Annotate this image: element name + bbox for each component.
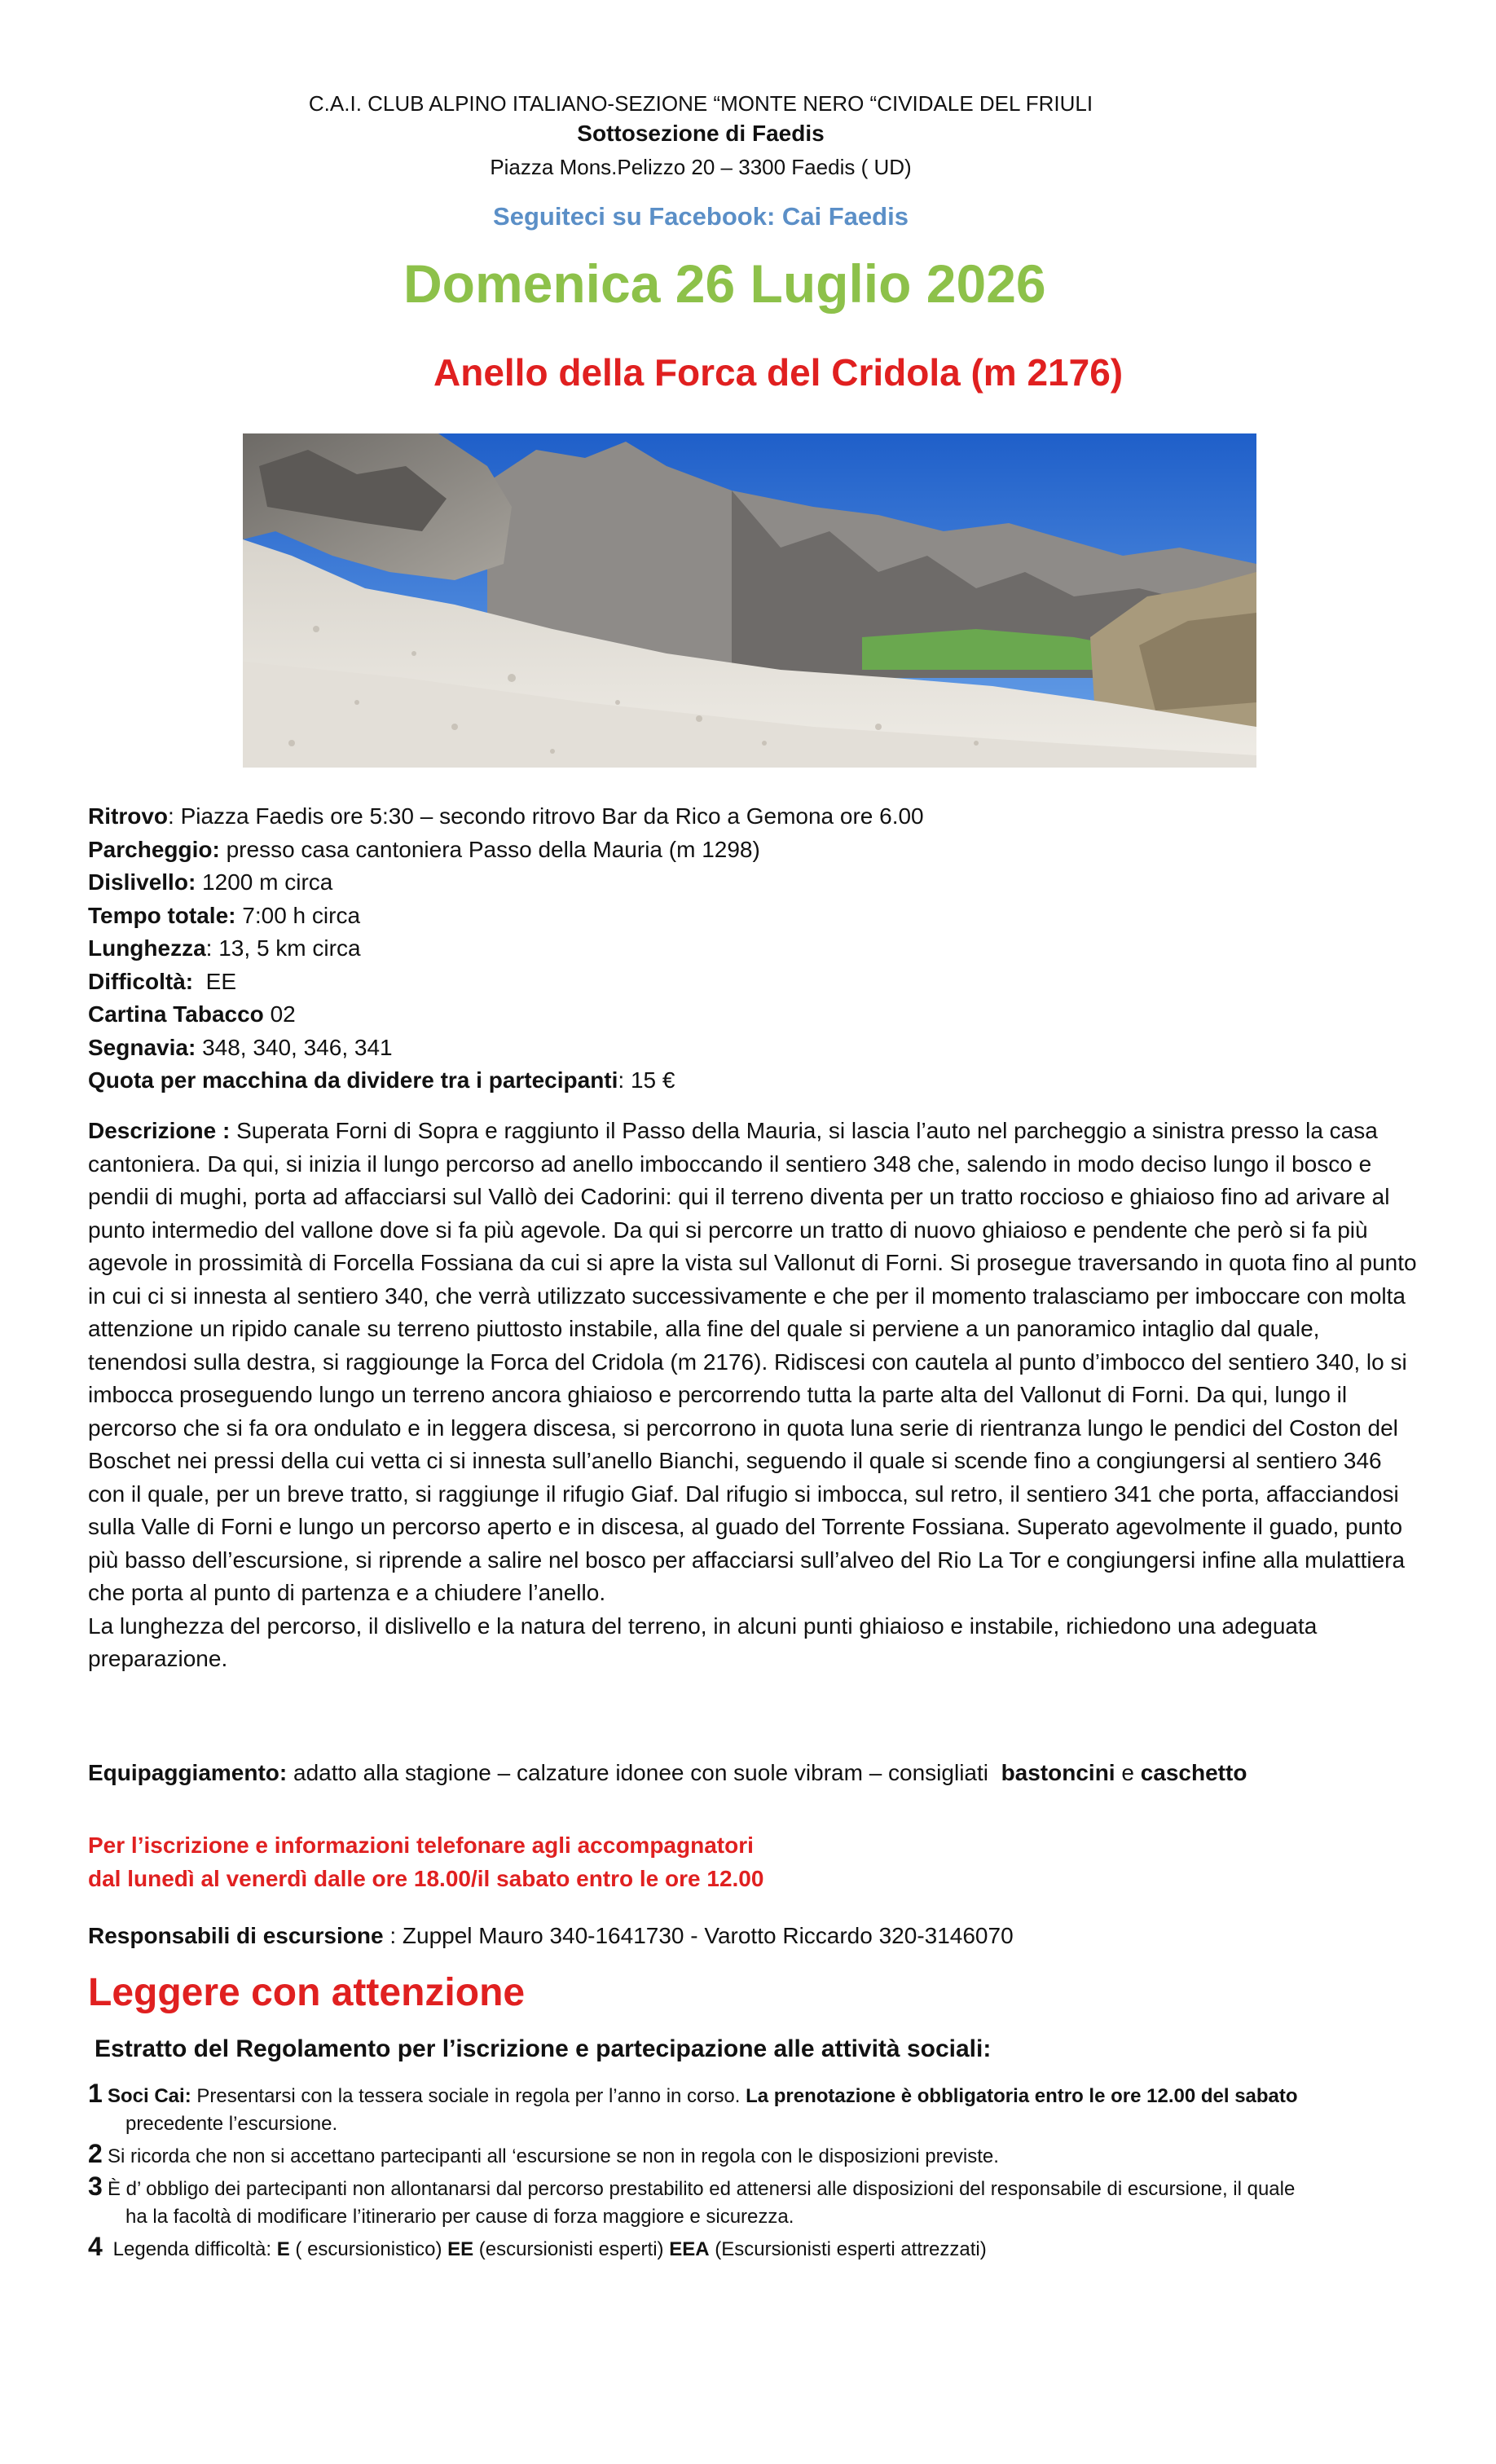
address: Piazza Mons.Pelizzo 20 – 3300 Faedis ( UD): [490, 155, 912, 179]
subsection-name: Sottosezione di Faedis: [577, 121, 825, 146]
event-date: Domenica 26 Luglio 2026: [403, 253, 1046, 314]
description-paragraph-1: Descrizione : Superata Forni di Sopra e raggiunto il Passo della Mauria, si lascia l’auto nel parcheggio a sinistra presso la casa cantoniera. Da qui, si inizia il lungo percorso ad anello imboccando il sentiero 348 che, salendo in modo deciso lungo il bosco e pendii di mughi, porta ad affacciarsi sul Vallò dei Cadorini: qui il terreno diventa per un tratto roccioso e ghiaioso fino ad arivare al punto intermedio del vallone dove si fa più agevole. Da qui si percorre un tratto di nuovo ghiaioso e pendente che però si fa più agevole in prossimità di Forcella Fossiana da cui si apre la vista sul Vallonut di Forni. Si prosegue traversando in quota fino al punto in cui ci si innesta al sentiero 340, che verrà utilizzato successivamente e che per il momento tralasciamo per imboccare con molta attenzione un ripido canale su terreno piuttosto instabile, alla fine del quale si perviene a un panoramico intaglio dal quale, tenendosi sulla destra, si raggiounge la Forca del Cridola (m 2176). Ridiscesi con cautela al punto d’imbocco del sentiero 340, lo si imbocca proseguendo lungo un terreno ancora ghiaioso e percorrendo tutta la parte alta del Vallonut di Forni. Da qui, lungo il percorso che si fa ora ondulato e in leggera discesa, si percorrono in quota luna serie di rientranza lungo le pendici del Coston del Boschet nei pressi della cui vetta ci si innesta sull’anello Bianchi, seguendo il quale si scende fino a congiungersi al sentiero 346 con il quale, per un breve tratto, si raggiunge il rifugio Giaf. Dal rifugio si imbocca, sul retro, il sentiero 341 che porta, affacciandosi sulla Valle di Forni e lungo un percorso aperto e in discesa, al guado del Torrente Fossiana. Superato agevolmente il guado, punto più basso dell’escursione, si riprende a salire nel bosco per affacciarsi sull’alveo del Rio La Tor e congiungersi infine alla mulattiera che porta al punto di partenza e a chiudere l’anello.: [88, 1118, 1417, 1605]
mountain-photo: [243, 433, 1256, 768]
responsible-guides: Responsabili di escursione : Zuppel Mauro 340-1641730 - Varotto Riccardo 320-3146070: [88, 1923, 1014, 1948]
fact-trail-marks: Segnavia: 348, 340, 346, 341: [88, 1034, 393, 1060]
description-label: Descrizione :: [88, 1118, 231, 1143]
fact-total-time: Tempo totale: 7:00 h circa: [88, 902, 361, 928]
organization-name: C.A.I. CLUB ALPINO ITALIANO-SEZIONE “MONTE NERO “CIVIDALE DEL FRIULI: [308, 91, 1093, 116]
rule-2: 2 Si ricorda che non si accettano partecipanti all ‘escursione se non in regola con le disposizioni previste.: [88, 2139, 999, 2168]
fact-car-share: Quota per macchina da dividere tra i partecipanti: 15 €: [88, 1067, 675, 1093]
regulation-extract-title: Estratto del Regolamento per l’iscrizione e partecipazione alle attività sociali:: [95, 2035, 992, 2062]
description-paragraph-2: La lunghezza del percorso, il dislivello e la natura del terreno, in alcuni punti ghiaioso e instabile, richiedono una adeguata preparazione.: [88, 1613, 1318, 1671]
rule-1: 1 Soci Cai: Presentarsi con la tessera sociale in regola per l’anno in corso. La prenotazione è obbligatoria entro le ore 12.00 del sabato precedente l’escursione.: [88, 2079, 1298, 2135]
fact-map: Cartina Tabacco 02: [88, 1001, 296, 1027]
read-carefully-heading: Leggere con attenzione: [88, 1971, 526, 2014]
fact-length: Lunghezza: 13, 5 km circa: [88, 935, 361, 961]
registration-info: Per l’iscrizione e informazioni telefonare agli accompagnatori dal lunedì al venerdì dalle ore 18.00/il sabato entro le ore 12.00: [88, 1833, 764, 1891]
rule-4: 4 Legenda difficoltà: E ( escursionistico) EE (escursionisti esperti) EEA (Escursionisti esperti attrezzati): [88, 2232, 987, 2261]
rule-3: 3 È d’ obbligo dei partecipanti non allontanarsi dal percorso prestabilito ed attenersi alle disposizioni del responsabile di escursione, il quale ha la facoltà di modificare l’itinerario per cause di forza maggiore e sicurezza.: [88, 2171, 1296, 2228]
fact-elevation: Dislivello: 1200 m circa: [88, 869, 333, 895]
regulation-rules: [88, 2079, 1489, 2268]
description: [88, 1115, 1424, 1676]
trip-facts: [88, 800, 1424, 1098]
fact-difficulty: Difficoltà: EE: [88, 968, 237, 994]
fact-parking: Parcheggio: presso casa cantoniera Passo della Mauria (m 1298): [88, 836, 760, 862]
event-title: Anello della Forca del Cridola (m 2176): [433, 351, 1124, 394]
facebook-line: Seguiteci su Facebook: Cai Faedis: [493, 202, 909, 231]
fact-meeting: Ritrovo: Piazza Faedis ore 5:30 – secondo ritrovo Bar da Rico a Gemona ore 6.00: [88, 803, 924, 829]
equipment: Equipaggiamento: adatto alla stagione – calzature idonee con suole vibram – consigliati bastoncini e caschetto: [88, 1760, 1247, 1785]
